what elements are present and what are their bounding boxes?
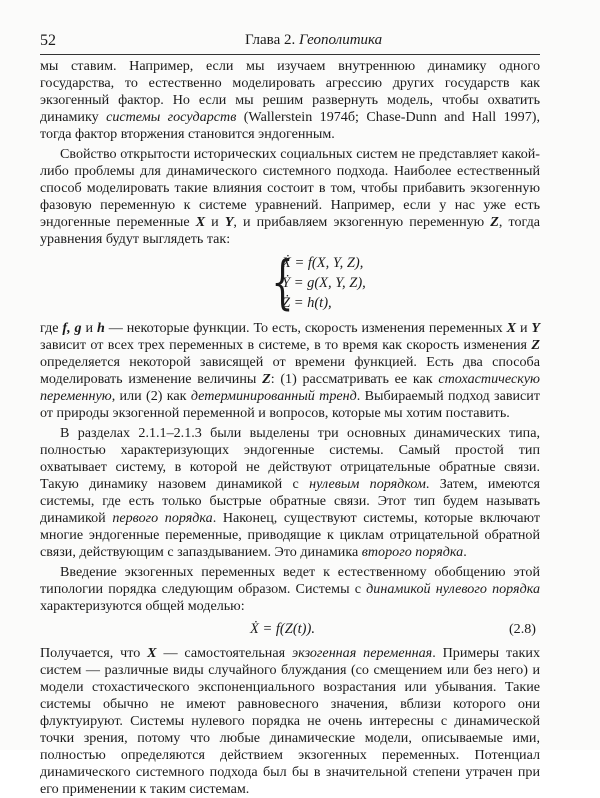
equation-y: Ẏ = g(X, Y, Z),	[282, 275, 366, 291]
math-variable: Y	[224, 214, 234, 230]
text: (Wallerstein 1974б; Chase-Dunn and Hall 1997), тогда фактор вторжения становится эндогенным.	[40, 109, 540, 142]
paragraph-1	[40, 58, 540, 143]
text: . Затем, имеются системы, где есть только быстрые обратные связи. Этот тип будем называть динамикой	[40, 476, 541, 526]
text: . Наконец, существуют системы, которые включают многие эндогенные переменные, приводящие к циклам отрицательной обратной связи, действующим с запаздыванием. Это динамика	[40, 510, 540, 560]
math-variable: Z	[262, 371, 271, 387]
text: зависит от всех трех переменных в системе, в то время как скорость изменения	[40, 337, 532, 353]
math-variable: X	[195, 214, 206, 230]
text: Свойство открытости исторических социальных систем не представляет какой-либо проблемы для динамического системного подхода. Наиболее естественный способ моделировать такие влияния состоит в том, чтобы прибавить экзогенную фазовую переменную к системе уравнений. Например, если у нас уже есть эндогенные переменные	[40, 146, 540, 230]
text: характеризуются общей моделью:	[40, 598, 245, 614]
emphasis: первого порядка	[112, 510, 213, 526]
equation-z: Ż = h(t),	[282, 295, 332, 311]
paragraph-4	[40, 425, 540, 561]
text: мы ставим. Например, если мы изучаем внутреннюю динамику одного государства, то естественно моделировать агрессию других государств как экзогенный фактор. Но если мы решим развернуть модель, чтобы охватить динамику	[40, 58, 540, 125]
math-variable: Z	[531, 337, 540, 353]
text: : (1) рассматривать ее как	[270, 371, 439, 387]
text: Получается, что	[40, 645, 148, 661]
text: , тогда уравнения будут выглядеть так:	[40, 214, 540, 247]
math-variable: X	[147, 645, 157, 661]
equation-system	[271, 248, 432, 316]
equation-2-8	[40, 618, 540, 642]
math-variable: h	[96, 320, 105, 336]
text: .	[463, 544, 467, 560]
math-variable: X	[506, 320, 517, 336]
text: определяется некоторой зависящей от времени функцией. Есть два способа моделировать изменение величины	[40, 354, 540, 387]
chapter-label: Глава 2.	[245, 32, 296, 48]
running-header	[40, 30, 540, 55]
emphasis: динамикой нулевого порядка	[366, 581, 540, 597]
left-brace: {	[271, 248, 294, 316]
text: , или (2) как	[111, 388, 191, 404]
paragraph-5	[40, 564, 540, 615]
chapter-title: Геополитика	[298, 32, 383, 48]
paragraph-2	[40, 146, 540, 248]
page-body	[40, 58, 540, 798]
emphasis: системы государств	[106, 109, 237, 125]
text: . Выбираемый подход зависит от природы экзогенной переменной и вопросов, которые мы хотим поставить.	[40, 388, 540, 421]
emphasis: стохастическую переменную	[40, 371, 540, 404]
chapter-heading	[245, 32, 382, 49]
emphasis: нулевым порядком	[309, 476, 426, 492]
emphasis: экзогенная переменная	[291, 645, 433, 661]
equation-number: (2.8)	[508, 621, 536, 637]
math-variable: Y	[531, 320, 540, 336]
text: Введение экзогенных переменных ведет к естественному обобщению этой типологии порядка следующим образом. Системы с	[40, 564, 540, 597]
paragraph-6	[40, 645, 540, 798]
text: и	[516, 320, 532, 336]
text: В разделах 2.1.1–2.1.3 были выделены три основных динамических типа, полностью характеризующих эндогенные системы. Самый простой тип охватывает систему, в которой не действуют отрицательные обратные связи. Такую динамику назовем динамикой с	[40, 425, 540, 492]
text: и	[81, 320, 97, 336]
text: где	[40, 320, 63, 336]
text: — некоторые функции. То есть, скорость изменения переменных	[104, 320, 507, 336]
text: — самостоятельная	[156, 645, 292, 661]
emphasis: второго порядка	[361, 544, 464, 560]
text: , и прибавляем экзогенную переменную	[233, 214, 491, 230]
math-variable: f, g	[62, 320, 82, 336]
text: . Примеры таких систем — различные виды случайного блуждания (со смещением или без него) и модели стохастического экспоненциального возрастания или убывания. Такие системы обычно не имеют равновесного значения, вблизи которого они флуктуируют. Системы нулевого порядка не очень интересны с динамической точки зрения, потому что любые динамические модели, описываемые ими, полностью определяются действием экзогенных переменных. Потенциал динамического системного подхода был бы в значительной степени утрачен при его применении к таким системам.	[40, 645, 540, 797]
text: и	[205, 214, 225, 230]
page-number: 52	[40, 32, 56, 49]
emphasis: детерминированный тренд	[190, 388, 357, 404]
math-variable: Z	[490, 214, 499, 230]
paragraph-3	[40, 320, 540, 422]
equation-x: Ẋ = f(X, Y, Z),	[282, 255, 364, 271]
equation-formula: Ẋ = f(Z(t)).	[250, 621, 315, 637]
